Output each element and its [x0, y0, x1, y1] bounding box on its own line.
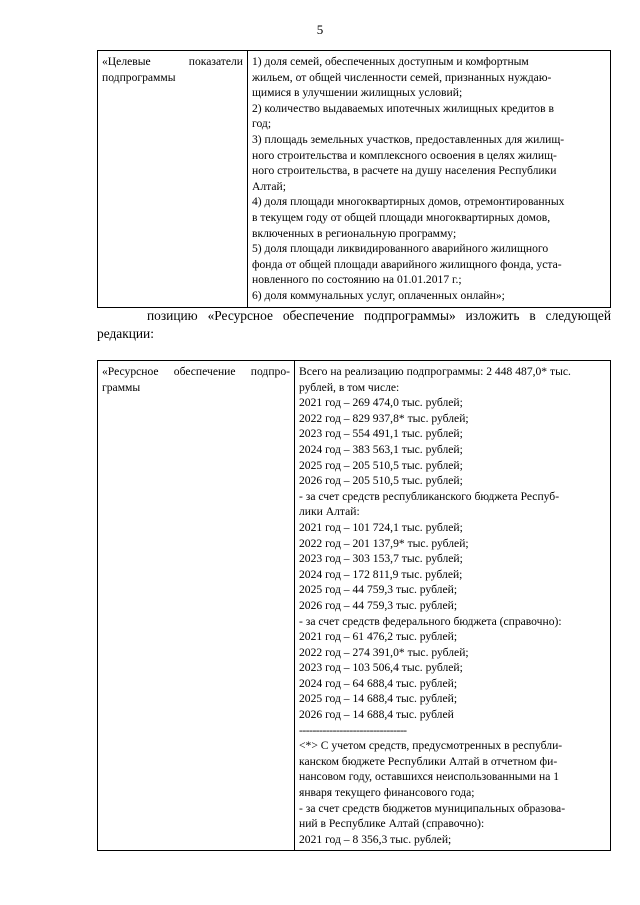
- text-line: - за счет средств республиканского бюджета Респуб-: [299, 489, 560, 503]
- target-indicators-label: «Целевые показатели подпрограммы: [98, 51, 248, 308]
- footnote-separator: --------------------------------: [299, 723, 407, 737]
- resource-provision-label: «Ресурсное обеспечение подпро-граммы: [98, 361, 295, 851]
- table-row: [98, 361, 611, 851]
- text-line: ного строительства, в расчете на душу населения Республики: [252, 164, 557, 178]
- table-row: [98, 51, 611, 308]
- text-line: января текущего финансового года;: [299, 786, 475, 800]
- text-line: 2022 год – 829 937,8* тыс. рублей;: [299, 411, 469, 425]
- text-line: в текущем году от общей площади многоквартирных домов,: [252, 210, 551, 224]
- text-line: 2021 год – 269 474,0 тыс. рублей;: [299, 396, 463, 410]
- text-line: канском бюджете Республики Алтай в отчетном фи-: [299, 754, 558, 768]
- text-line: 2024 год – 64 688,4 тыс. рублей;: [299, 676, 458, 690]
- target-indicators-content: [248, 51, 611, 308]
- text-line: ного строительства и комплексного освоения в целях жилищ-: [252, 148, 557, 162]
- text-line: 2026 год – 44 759,3 тыс. рублей;: [299, 598, 458, 612]
- resource-provision-content: [295, 361, 611, 851]
- text-line: 2021 год – 101 724,1 тыс. рублей;: [299, 520, 463, 534]
- text-line: 6) доля коммунальных услуг, оплаченных онлайн»;: [252, 288, 505, 302]
- target-indicators-table: [97, 50, 611, 308]
- text-line: 2025 год – 14 688,4 тыс. рублей;: [299, 692, 458, 706]
- text-line: 3) площадь земельных участков, предоставленных для жилищ-: [252, 132, 565, 146]
- text-line: 2024 год – 383 563,1 тыс. рублей;: [299, 442, 463, 456]
- text-line: 1) доля семей, обеспеченных доступным и комфортным: [252, 55, 529, 68]
- text-line: жильем, от общей численности семей, признанных нуждаю-: [252, 70, 552, 84]
- text-line: 2) количество выдаваемых ипотечных жилищных кредитов в: [252, 101, 554, 115]
- page-number: 5: [316, 22, 324, 37]
- text-line: включенных в региональную программу;: [252, 226, 457, 240]
- text-line: фонда от общей площади аварийного жилищного фонда, уста-: [252, 257, 562, 271]
- text-line: нансовом году, оставшихся неиспользованными на 1: [299, 770, 560, 784]
- text-line: Всего на реализацию подпрограммы: 2 448 487,0* тыс.: [299, 365, 571, 378]
- text-line: 2025 год – 44 759,3 тыс. рублей;: [299, 583, 458, 597]
- text-line: 2023 год – 303 153,7 тыс. рублей;: [299, 552, 463, 566]
- text-line: - за счет средств бюджетов муниципальных образова-: [299, 801, 566, 815]
- text-line: 2026 год – 205 510,5 тыс. рублей;: [299, 474, 463, 488]
- text-line: 2022 год – 274 391,0* тыс. рублей;: [299, 645, 469, 659]
- text-line: 2021 год – 61 476,2 тыс. рублей;: [299, 630, 458, 644]
- text-line: 2021 год – 8 356,3 тыс. рублей;: [299, 832, 452, 846]
- text-line: 2026 год – 14 688,4 тыс. рублей: [299, 708, 454, 722]
- text-line: 2025 год – 205 510,5 тыс. рублей;: [299, 458, 463, 472]
- text-line: 2022 год – 201 137,9* тыс. рублей;: [299, 536, 469, 550]
- text-line: 2024 год – 172 811,9 тыс. рублей;: [299, 567, 463, 581]
- amendment-paragraph: позицию «Ресурсное обеспечение подпрограммы» изложить в следующей редакции:: [97, 308, 611, 341]
- text-line: рублей, в том числе:: [299, 380, 400, 394]
- text-line: - за счет средств федерального бюджета (справочно):: [299, 614, 562, 628]
- text-line: Алтай;: [252, 179, 286, 193]
- text-line: 5) доля площади ликвидированного аварийного жилищного: [252, 242, 549, 256]
- text-line: год;: [252, 117, 272, 131]
- text-line: щимися в улучшении жилищных условий;: [252, 86, 463, 100]
- text-line: новленного по состоянию на 01.01.2017 г.;: [252, 273, 462, 287]
- resource-provision-table: [97, 360, 611, 851]
- text-line: ний в Республике Алтай (справочно):: [299, 817, 485, 831]
- text-line: 2023 год – 554 491,1 тыс. рублей;: [299, 427, 463, 441]
- text-line: 2023 год – 103 506,4 тыс. рублей;: [299, 661, 463, 675]
- text-line: лики Алтай:: [299, 505, 360, 519]
- text-line: <*> С учетом средств, предусмотренных в республи-: [299, 739, 563, 753]
- text-line: 4) доля площади многоквартирных домов, отремонтированных: [252, 195, 565, 209]
